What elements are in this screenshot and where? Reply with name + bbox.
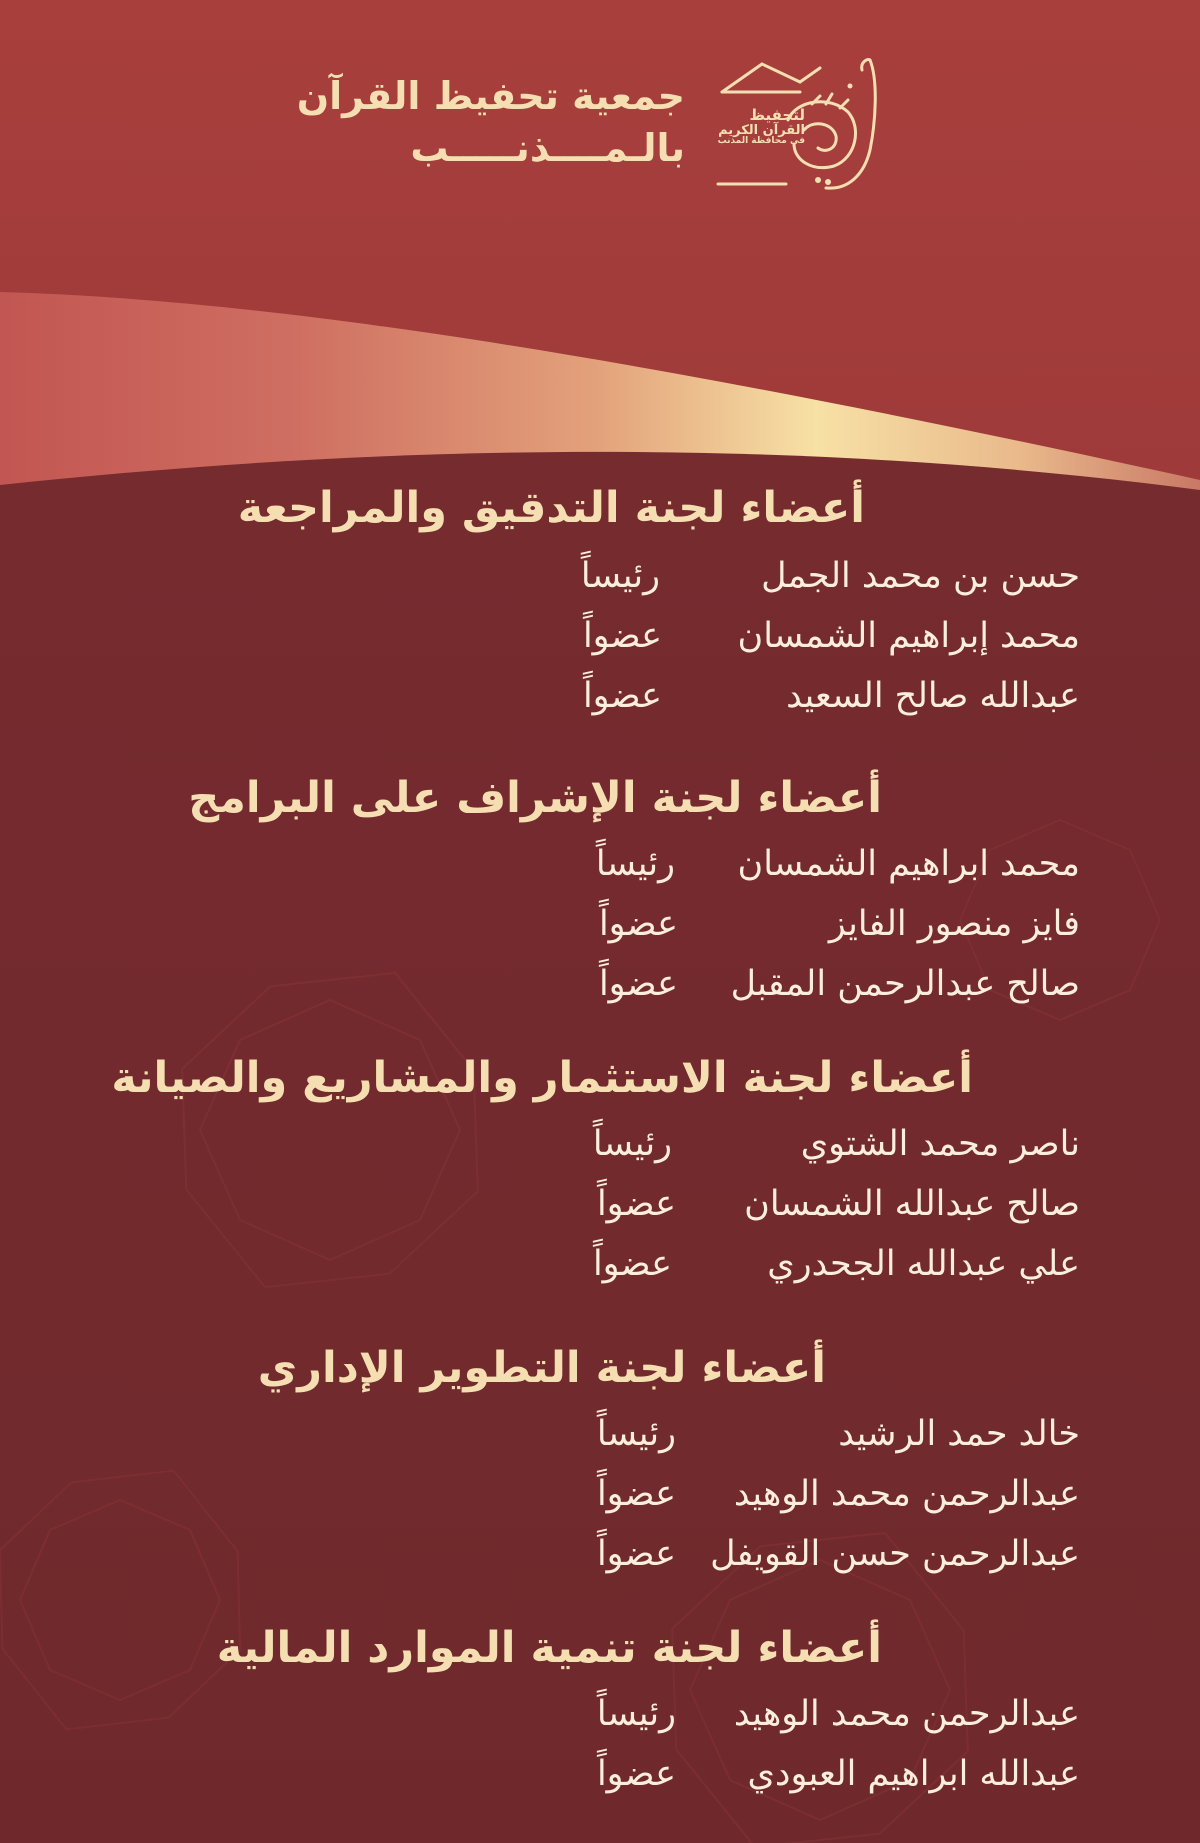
member-role: عضواً (596, 1474, 676, 1514)
member-row (0, 1116, 1200, 1172)
member-role: رئيساً (580, 556, 660, 596)
member-name: خالد حمد الرشيد (838, 1414, 1080, 1454)
member-role: رئيساً (595, 844, 675, 884)
member-name: حسن بن محمد الجمل (761, 556, 1080, 596)
organization-name-line2: بالـمــــذنـــــب (410, 126, 685, 170)
committee-title: أعضاء لجنة تنمية الموارد المالية (216, 1623, 882, 1673)
member-row (0, 956, 1200, 1012)
member-row (0, 1176, 1200, 1232)
committee-title: أعضاء لجنة التطوير الإداري (257, 1343, 826, 1393)
member-name: عبدالرحمن محمد الوهيد (733, 1474, 1080, 1514)
member-row (0, 1686, 1200, 1742)
logo-text-line1: لتحفيظ (749, 106, 805, 124)
member-role: عضواً (598, 964, 678, 1004)
logo-text-line2: القرآن الكريم (718, 122, 805, 138)
member-name: ناصر محمد الشتوي (800, 1124, 1080, 1164)
organization-logo (700, 50, 890, 200)
member-row (0, 608, 1200, 664)
member-name: عبدالله صالح السعيد (786, 676, 1080, 716)
member-name: علي عبدالله الجحدري (767, 1244, 1080, 1284)
organization-name-line1: جمعية تحفيظ القرآن (296, 74, 685, 118)
logo-text-line3: في محافظة المذنب (717, 136, 805, 147)
member-name: صالح عبدالرحمن المقبل (730, 964, 1080, 1004)
member-role: رئيساً (592, 1124, 672, 1164)
member-role: عضواً (596, 1184, 676, 1224)
header (296, 50, 890, 200)
member-name: عبدالرحمن محمد الوهيد (733, 1694, 1080, 1734)
committee-title: أعضاء لجنة الاستثمار والمشاريع والصيانة (111, 1053, 973, 1103)
member-role: عضواً (598, 904, 678, 944)
member-row (0, 548, 1200, 604)
member-role: عضواً (596, 1754, 676, 1794)
member-role: عضواً (596, 1534, 676, 1574)
member-row (0, 1746, 1200, 1802)
member-role: رئيساً (596, 1414, 676, 1454)
member-row (0, 1526, 1200, 1582)
member-name: محمد إبراهيم الشمسان (737, 616, 1080, 656)
committee-title: أعضاء لجنة الإشراف على البرامج (188, 773, 882, 823)
member-name: محمد ابراهيم الشمسان (737, 844, 1080, 884)
member-row (0, 1236, 1200, 1292)
member-row (0, 1466, 1200, 1522)
member-role: عضواً (582, 616, 662, 656)
committee-title: أعضاء لجنة التدقيق والمراجعة (237, 483, 865, 533)
member-name: عبدالله ابراهيم العبودي (747, 1754, 1080, 1794)
member-role: عضواً (582, 676, 662, 716)
organization-name (297, 70, 685, 174)
member-role: عضواً (592, 1244, 672, 1284)
member-row (0, 1406, 1200, 1462)
member-row (0, 836, 1200, 892)
member-name: صالح عبدالله الشمسان (744, 1184, 1080, 1224)
member-row (0, 896, 1200, 952)
member-name: عبدالرحمن حسن القويفل (710, 1534, 1080, 1574)
member-role: رئيساً (596, 1694, 676, 1734)
logo-text (718, 108, 805, 147)
member-row (0, 668, 1200, 724)
member-name: فايز منصور الفايز (828, 904, 1080, 944)
